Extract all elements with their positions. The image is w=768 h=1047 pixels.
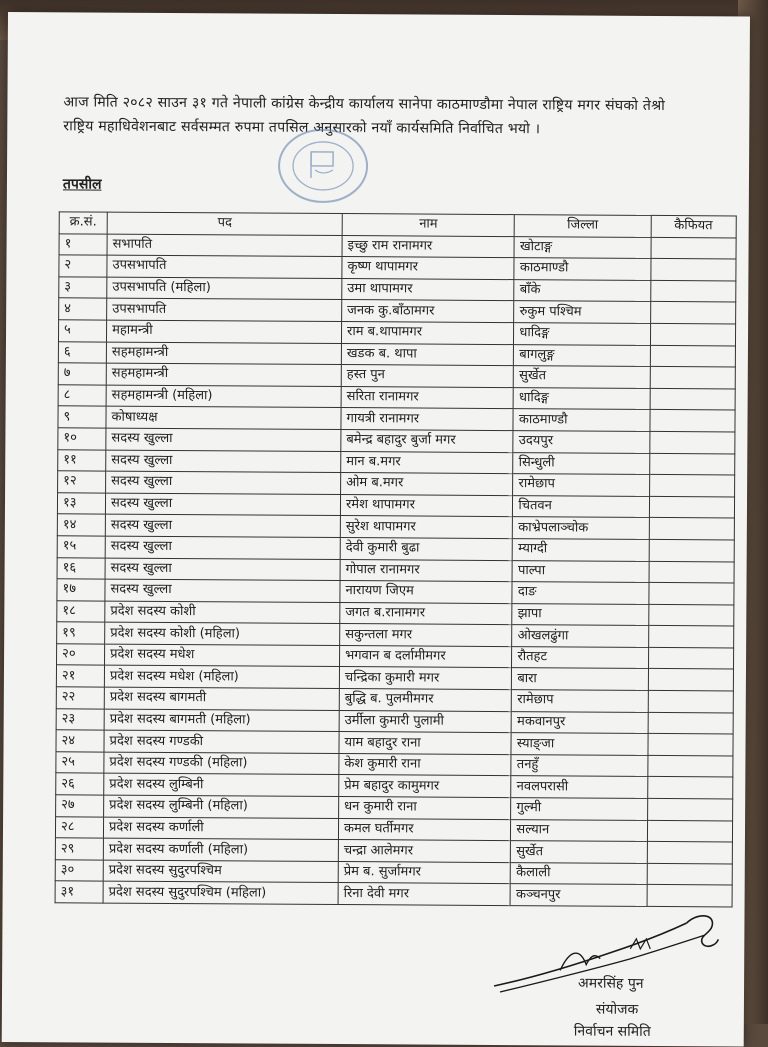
cell-remarks: [649, 453, 735, 475]
cell-serial: १४: [57, 514, 105, 536]
cell-remarks: [650, 280, 736, 302]
cell-name: नारायण जिएम: [340, 581, 513, 604]
cell-remarks: [647, 777, 733, 799]
header-serial: क्र.सं.: [59, 212, 107, 234]
signatory-committee: निर्वाचन समिति: [574, 1021, 651, 1040]
cell-post: सहमहामन्त्री: [106, 342, 341, 365]
cell-post: प्रदेश सदस्य बागमती (महिला): [104, 709, 339, 732]
cell-post: प्रदेश सदस्य कोशी: [105, 601, 340, 624]
cell-district: खोटाङ्ग: [514, 236, 650, 258]
cell-post: प्रदेश सदस्य कोशी (महिला): [105, 622, 340, 645]
cell-name: देवी कुमारी बुढा: [340, 537, 513, 560]
cell-post: सदस्य खुल्ला: [105, 514, 340, 537]
cell-post: सदस्य खुल्ला: [105, 579, 340, 602]
cell-serial: १: [59, 233, 107, 255]
cell-remarks: [650, 302, 736, 324]
cell-serial: १२: [58, 471, 106, 493]
cell-name: सुरेश थापामगर: [340, 516, 513, 539]
committee-table: [55, 211, 737, 907]
cell-post: प्रदेश सदस्य बागमती: [104, 687, 339, 710]
cell-remarks: [648, 690, 734, 712]
cell-name: प्रेम बहादुर कामुमगर: [339, 775, 512, 798]
cell-serial: २४: [56, 730, 104, 752]
cell-post: प्रदेश सदस्य गण्डकी: [104, 730, 339, 753]
table-body: [55, 233, 736, 907]
notice-paper: [2, 12, 750, 1047]
cell-remarks: [647, 798, 733, 820]
cell-name: कमल घर्तीमगर: [338, 818, 511, 841]
cell-remarks: [647, 863, 733, 885]
cell-name: जनक कु.बाँठामगर: [342, 300, 515, 323]
cell-serial: १३: [57, 493, 105, 515]
cell-district: रामेछाप: [512, 690, 648, 712]
cell-district: नवलपरासी: [511, 776, 647, 798]
cell-name: खडक ब. थापा: [341, 343, 514, 366]
cell-serial: २६: [56, 773, 104, 795]
cell-post: प्रदेश सदस्य मधेश (महिला): [104, 666, 339, 689]
cell-district: बाँके: [514, 279, 650, 301]
cell-post: सदस्य खुल्ला: [105, 536, 340, 559]
intro-paragraph: आज मिति २०८२ साउन ३१ गते नेपाली कांग्रेस केन्द्रीय कार्यालय सानेपा काठमाण्डौमा नेपाल राष्ट्रिय मगर संघको तेश्रो राष्ट्रिय महाधिवेशनबाट सर्वसम्मत रुपमा तपसिल अनुसारको नयाँ कार्यसमिति निर्वाचित भयो ।: [63, 90, 683, 142]
cell-district: कञ्चनपुर: [510, 884, 646, 906]
official-stamp-icon: [275, 126, 371, 207]
cell-serial: २३: [56, 708, 104, 730]
cell-district: चितवन: [513, 495, 649, 517]
cell-district: काठमाण्डौ: [514, 258, 650, 280]
cell-remarks: [649, 561, 735, 583]
cell-serial: २: [59, 255, 107, 277]
cell-remarks: [650, 345, 736, 367]
cell-remarks: [648, 583, 734, 605]
table-row: [55, 881, 732, 907]
cell-remarks: [648, 669, 734, 691]
cell-name: रिना देवी मगर: [338, 883, 511, 906]
cell-district: तनहुँ: [511, 754, 647, 776]
cell-post: प्रदेश सदस्य गण्डकी (महिला): [104, 752, 339, 775]
cell-post: सभापति: [107, 234, 342, 257]
cell-serial: २९: [55, 838, 103, 860]
cell-name: बुद्धि ब. पुलमीमगर: [339, 689, 512, 712]
cell-name: हस्त पुन: [341, 365, 514, 388]
cell-name: प्रेम ब. सुर्जामगर: [338, 861, 511, 884]
cell-post: प्रदेश सदस्य मधेश: [105, 644, 340, 667]
cell-remarks: [648, 604, 734, 626]
cell-district: रुकुम पश्चिम: [514, 301, 650, 323]
header-post: पद: [107, 212, 342, 235]
cell-remarks: [649, 539, 735, 561]
cell-name: गायत्री रानामगर: [341, 408, 514, 431]
cell-name: इच्छु राम रानामगर: [342, 235, 515, 258]
header-district: जिल्ला: [515, 215, 651, 237]
cell-post: प्रदेश सदस्य सुदुरपश्चिम (महिला): [103, 882, 338, 905]
cell-serial: १५: [57, 536, 105, 558]
cell-post: सहमहामन्त्री: [106, 363, 341, 386]
cell-serial: ९: [58, 406, 106, 428]
header-name: नाम: [342, 214, 515, 237]
cell-serial: १८: [57, 600, 105, 622]
cell-name: उमा थापामगर: [342, 278, 515, 301]
cell-district: काठमाण्डौ: [513, 409, 649, 431]
cell-remarks: [649, 518, 735, 540]
signatory-name: अमरसिंह पुन: [578, 974, 644, 993]
cell-district: बारा: [512, 668, 648, 690]
cell-remarks: [647, 820, 733, 842]
cell-post: उपसभापति: [107, 255, 342, 278]
cell-name: जगत ब.रानामगर: [340, 602, 513, 625]
cell-serial: २८: [55, 816, 103, 838]
cell-serial: २२: [56, 687, 104, 709]
signatory-role: संयोजक: [596, 1000, 638, 1019]
cell-serial: ६: [58, 341, 106, 363]
cell-name: केश कुमारी राना: [339, 753, 512, 776]
cell-post: उपसभापति: [107, 298, 342, 321]
cell-post: सदस्य खुल्ला: [105, 493, 340, 516]
cell-remarks: [648, 626, 734, 648]
cell-remarks: [649, 431, 735, 453]
cell-serial: २०: [57, 644, 105, 666]
cell-post: कोषाध्यक्ष: [106, 406, 341, 429]
cell-name: बमेन्द्र बहादुर बुर्जा मगर: [341, 429, 514, 452]
cell-serial: २५: [56, 752, 104, 774]
cell-district: काभ्रेपलाञ्चोक: [513, 517, 649, 539]
cell-district: स्याङ्जा: [511, 733, 647, 755]
cell-remarks: [647, 842, 733, 864]
cell-district: सल्यान: [511, 819, 647, 841]
cell-post: प्रदेश सदस्य सुदुरपश्चिम: [103, 860, 338, 883]
cell-district: दाङ: [512, 582, 648, 604]
cell-post: सदस्य खुल्ला: [106, 471, 341, 494]
cell-name: भगवान ब दर्लामीमगर: [340, 645, 513, 668]
cell-post: सदस्य खुल्ला: [105, 558, 340, 581]
cell-serial: ११: [58, 449, 106, 471]
cell-remarks: [650, 323, 736, 345]
cell-remarks: [648, 647, 734, 669]
cell-district: उदयपुर: [513, 431, 649, 453]
cell-district: म्याग्दी: [513, 538, 649, 560]
cell-serial: ३०: [55, 860, 103, 882]
cell-name: रमेश थापामगर: [340, 494, 513, 517]
header-remarks: कैफियत: [651, 215, 737, 237]
cell-post: प्रदेश सदस्य कर्णाली: [103, 817, 338, 840]
cell-serial: १७: [57, 579, 105, 601]
cell-name: धन कुमारी राना: [339, 797, 512, 820]
cell-serial: ७: [58, 363, 106, 385]
cell-remarks: [650, 388, 736, 410]
cell-name: उर्मीला कुमारी पुलामी: [339, 710, 512, 733]
cell-remarks: [647, 885, 733, 907]
cell-name: राम ब.थापामगर: [341, 322, 514, 345]
cell-remarks: [647, 755, 733, 777]
cell-name: सरिता रानामगर: [341, 386, 514, 409]
cell-remarks: [647, 734, 733, 756]
cell-name: कृष्ण थापामगर: [342, 257, 515, 280]
cell-district: मकवानपुर: [512, 711, 648, 733]
cell-remarks: [649, 410, 735, 432]
cell-serial: १६: [57, 557, 105, 579]
cell-district: ओखलढुंगा: [512, 625, 648, 647]
cell-name: चन्द्रा आलेमगर: [338, 840, 511, 863]
cell-district: कैलाली: [511, 862, 647, 884]
cell-serial: २१: [56, 665, 104, 687]
cell-serial: ४: [59, 298, 107, 320]
cell-district: रामेछाप: [513, 474, 649, 496]
cell-district: पाल्पा: [512, 560, 648, 582]
cell-serial: २७: [56, 795, 104, 817]
cell-post: सदस्य खुल्ला: [106, 428, 341, 451]
cell-post: प्रदेश सदस्य लुम्बिनी: [104, 774, 339, 797]
cell-remarks: [649, 475, 735, 497]
cell-remarks: [651, 237, 737, 259]
cell-serial: ८: [58, 385, 106, 407]
cell-district: रौतहट: [512, 646, 648, 668]
cell-remarks: [650, 259, 736, 281]
cell-remarks: [648, 712, 734, 734]
cell-serial: १०: [58, 428, 106, 450]
cell-post: प्रदेश सदस्य कर्णाली (महिला): [103, 838, 338, 861]
cell-post: सहमहामन्त्री (महिला): [106, 385, 341, 408]
cell-serial: १९: [57, 622, 105, 644]
cell-district: धादिङ्ग: [514, 323, 650, 345]
cell-post: प्रदेश सदस्य लुम्बिनी (महिला): [104, 795, 339, 818]
cell-serial: ३: [59, 277, 107, 299]
cell-district: बागलुङ्ग: [514, 344, 650, 366]
cell-name: चन्द्रिका कुमारी मगर: [339, 667, 512, 690]
cell-district: सिन्धुली: [513, 452, 649, 474]
cell-district: झापा: [512, 603, 648, 625]
cell-district: गुल्मी: [511, 798, 647, 820]
cell-name: ओम ब.मगर: [341, 473, 514, 496]
cell-post: महामन्त्री: [107, 320, 342, 343]
cell-remarks: [650, 367, 736, 389]
cell-district: सुर्खेत: [511, 841, 647, 863]
cell-remarks: [649, 496, 735, 518]
cell-name: याम बहादुर राना: [339, 732, 512, 755]
cell-serial: ५: [58, 320, 106, 342]
cell-name: सकुन्तला मगर: [340, 624, 513, 647]
cell-serial: ३१: [55, 881, 103, 903]
cell-district: सुर्खेत: [514, 366, 650, 388]
cell-name: गोपाल रानामगर: [340, 559, 513, 582]
cell-post: उपसभापति (महिला): [107, 277, 342, 300]
cell-post: सदस्य खुल्ला: [106, 450, 341, 473]
section-heading: तपसील: [63, 174, 102, 193]
cell-district: धादिङ्ग: [513, 387, 649, 409]
cell-name: मान ब.मगर: [341, 451, 514, 474]
